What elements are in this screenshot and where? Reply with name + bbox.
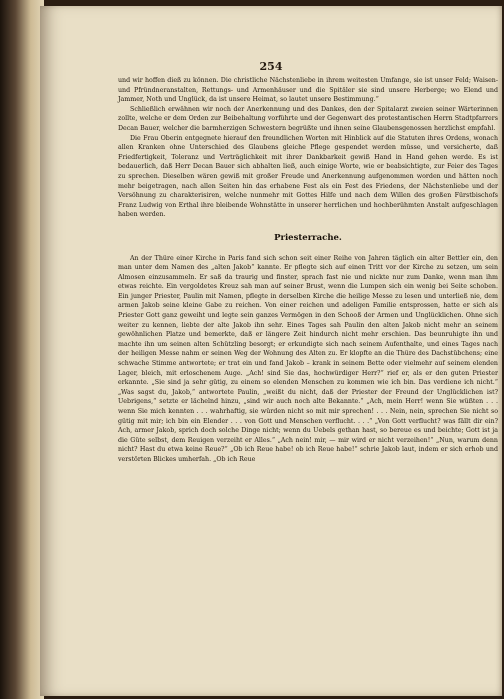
paragraph: und wir hoffen dieß zu können. Die christliche Nächstenliebe in ihrem weitesten Umfange, sie ist unser Feld; Waisen- und Pfründneranstalten, Rettungs- und Armenhäuser und die Spitäler sie sind unsere Herberge; wo Elend und Jammer, Noth und Unglück, da ist unsere Heimat, so lautet unsere Bestimmung.“ xyxy=(118,77,498,104)
paragraph: Die Frau Oberin entgegnete hierauf den freundlichen Worten mit Hinblick auf die Statuten ihres Ordens, wonach allen Kranken ohne Unterschied des Glaubens gleiche Pflege gespendet werden müsse, und versicherte, daß Friedfertigkeit, Toleranz und Verträglichkeit mit ihrer Dankbarkeit gewiß Hand in Hand gehen werde. Es ist bedauerlich, daß Herr Decan Bauer sich abhalten ließ, auch einige Worte, wie er beabsichtigte, zur Feier des Tages zu sprechen. Dieselben wären gewiß mit großer Freude und Anerkennung aufgenommen worden und hätten noch mehr beigetragen, nach allen Seiten hin das erhabene Fest als ein Fest des Friedens, der Nächstenliebe und der Versöhnung zu charakterisiren, welche nunmehr mit Gottes Hilfe und nach dem Willen des großen Fürstbischofs Franz Ludwig von Erthal ihre bleibende Wohnstätte in unserer herrlichen und hochberühmten Anstalt aufgeschlagen haben werden. xyxy=(118,134,498,219)
page-number: 254 xyxy=(259,60,283,73)
book-spine-gutter xyxy=(0,0,44,699)
book-page xyxy=(40,6,502,696)
section-title: Priesterrache. xyxy=(274,232,342,243)
page-body xyxy=(118,76,498,465)
paragraph: An der Thüre einer Kirche in Paris fand sich schon seit einer Reihe von Jahren täglich ein alter Bettler ein, den man unter dem Namen des „alten Jakob“ kannte. Er pflegte sich auf einen Tritt vor der Kirche zu setzen, um sein Almosen einzusammeln. Er saß da traurig und finster, sprach fast nie und nickte nur zum Danke, wenn man ihm etwas reichte. Ein vergoldetes Kreuz sah man auf seiner Brust, wenn die Lumpen sich ein wenig bei Seite schoben. Ein junger Priester, Paulin mit Namen, pflegte in derselben Kirche die heilige Messe zu lesen und unterließ nie, dem armen Jakob seine kleine Gabe zu reichen. Von einer reichen und adeligen Familie entsprossen, hatte er sich als Priester Gott ganz geweiht und legte sein ganzes Vermögen in den Schooß der Armen und Unglücklichen. Ohne sich weiter zu kennen, liebte der alte Jakob ihn sehr. Eines Tages sah Paulin den alten Jakob nicht mehr an seinem gewöhnlichen Platze und bemerkte, daß er längere Zeit hindurch nicht mehr erschien. Das beunruhigte ihn und machte ihn um seinen alten Schützling besorgt; er erkundigte sich nach seinem Aufenthalte, und eines Tages nach der heiligen Messe nahm er seinen Weg der Wohnung des Alten zu. Er klopfte an die Thüre des Dachstübchens; eine schwache Stimme antwortete; er trat ein und fand Jakob – krank in seinem Bette oder vielmehr auf seinem elenden Lager, bleich, mit erloschenem Auge. „Ach! sind Sie das, hochwürdiger Herr?“ rief er, als er den guten Priester erkannte. „Sie sind ja sehr gütig, zu einem so elenden Menschen zu kommen wie ich bin. Das verdiene ich nicht.“ „Was sagst du, Jakob,“ antwortete Paulin, „weißt du nicht, daß der Priester der Freund der Unglücklichen ist? Uebrigens,“ setzte er lächelnd hinzu, „sind wir auch noch alte Bekannte.“ „Ach, mein Herr! wenn Sie wüßten . . . wenn Sie mich kennten . . . wahrhaftig, sie würden nicht so mit mir sprechen! . . . Nein, nein, sprechen Sie nicht so gütig mit mir; ich bin ein Elender . . . von Gott und Menschen verflucht. . . .“ „Von Gott verflucht? was fällt dir ein? Ach, armer Jakob, sprich doch solche Dinge nicht; wenn du Uebels gethan hast, so bereue es und beichte; Gott ist ja die Güte selbst, dem Reuigen verzeiht er Alles.“ „Ach nein! mir, — mir wird er nicht verzeihen!“ „Nun, warum denn nicht? Hast du etwa keine Reue?“ „Ob ich Reue habe! ob ich Reue habe!“ schrie Jakob laut, indem er sich erhob und verstörten Blickes umherfah. „Ob ich Reue xyxy=(118,254,498,463)
paragraph: Schließlich erwähnen wir noch der Anerkennung und des Dankes, den der Spitalarzt zweien seiner Wärterinnen zollte, welche er dem Orden zur Beibehaltung vorführte und der Gegenwart des protestantischen Herrn Stadtpfarrers Decan Bauer, welcher die barmherzigen Schwestern begrüßte und ihnen seine Glaubensgenossen herzlichst empfahl. xyxy=(118,105,498,132)
